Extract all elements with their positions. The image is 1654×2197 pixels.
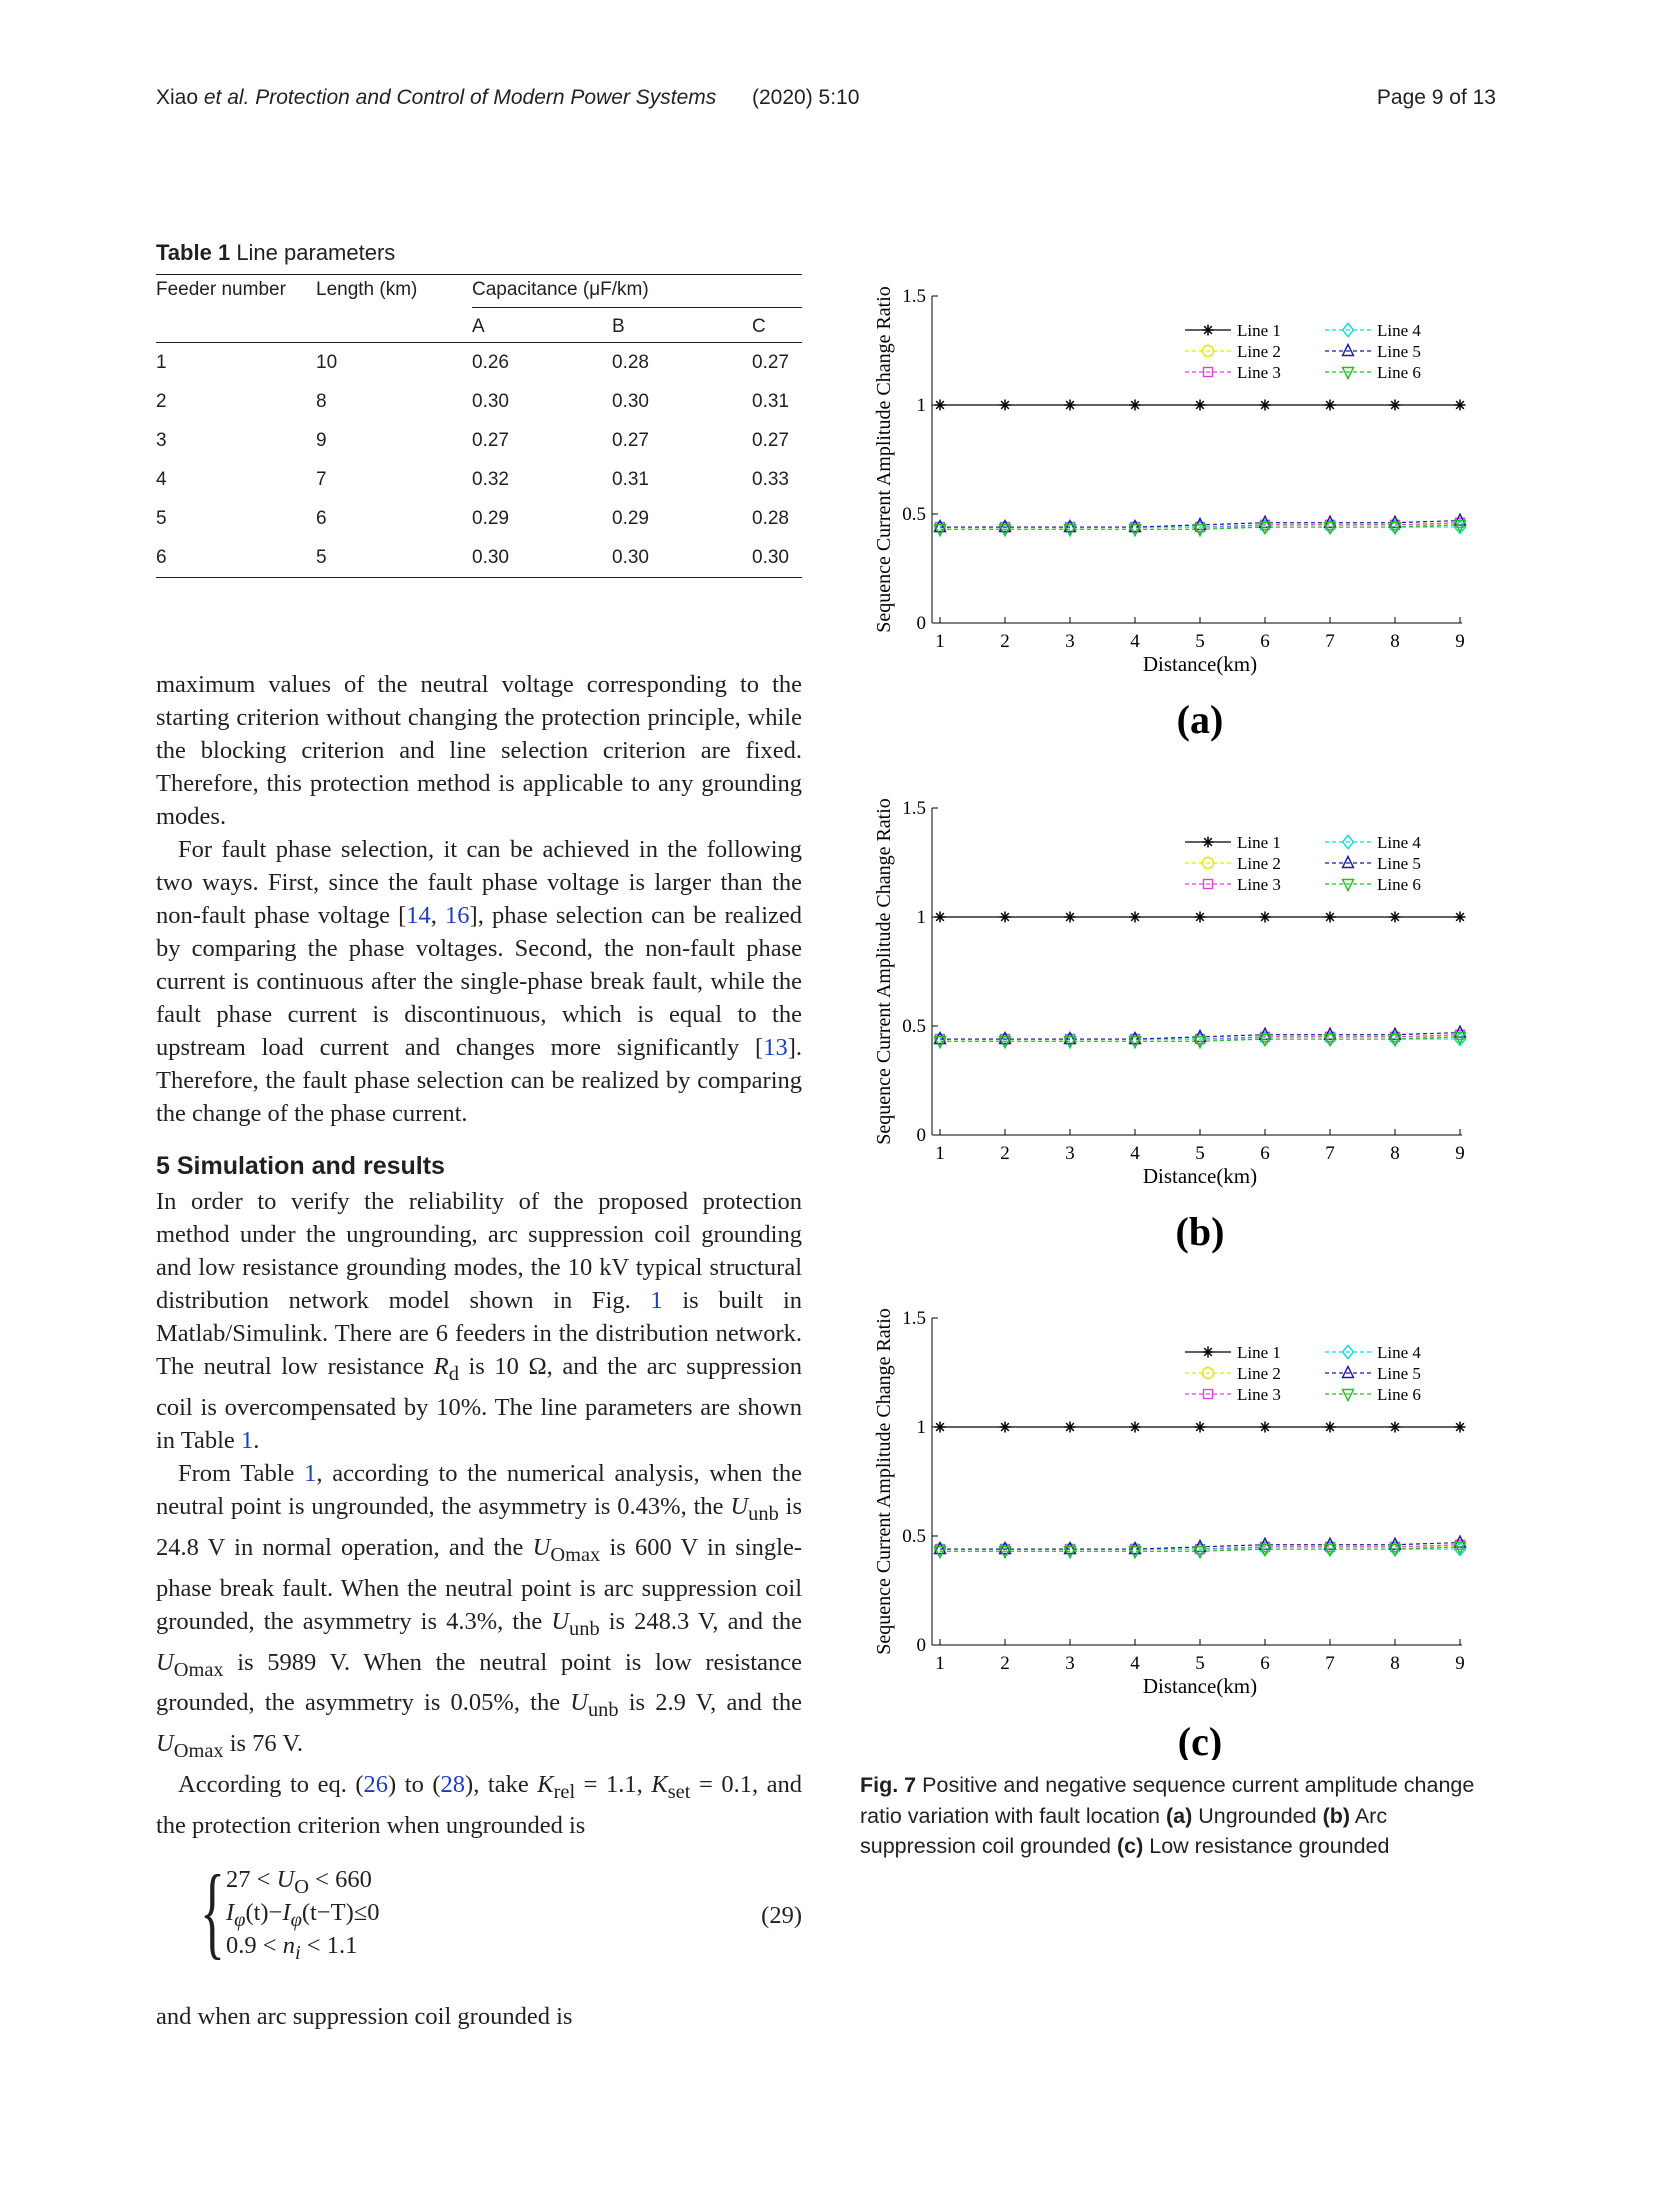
x-tick-label: 9 [1455,1143,1465,1164]
table-cell: 1 [156,351,167,373]
text-run: is 10 Ω, and the arc suppression coil is overcompensated by 10%. The line parameters are shown in Table [156,1353,802,1454]
equation-line-3 [226,1932,357,1965]
header-etal: et al. [203,86,250,109]
data-point [1390,912,1401,923]
x-tick-label: 7 [1325,1653,1335,1674]
legend-marker [1343,1367,1354,1378]
series-line-1 [935,1422,1466,1433]
table-cell: 3 [156,429,167,451]
text-run: According to eq. ( [178,1771,364,1799]
legend-label: Line 2 [1237,1364,1281,1383]
header-authors: Xiao [156,86,199,109]
data-point [1065,400,1076,411]
legend-label: Line 2 [1237,342,1281,361]
table-cell: 0.26 [472,351,509,373]
table-cell: 5 [316,546,327,568]
data-point [935,400,946,411]
data-point [1260,1422,1271,1433]
x-tick-label: 3 [1065,1653,1075,1674]
paragraph: and when arc suppression coil grounded is [156,2003,573,2030]
text-run: is built in Matlab/Simulink. There are 6 feeders in the distribution network. The neutral low resistance [156,1287,803,1380]
x-tick-label: 4 [1130,1653,1140,1674]
y-axis-label: Sequence Current Amplitude Change Ratio [873,798,895,1145]
math-symbol: K [537,1771,554,1799]
x-tick-label: 3 [1065,1143,1075,1164]
table-cell: 9 [316,429,327,451]
figure-subcaption: Ungrounded [1198,1803,1317,1828]
y-tick-label: 1.5 [902,798,926,819]
header-phase-b: B [612,316,625,337]
data-point [1260,400,1271,411]
table-link[interactable]: 1 [304,1459,317,1487]
math-symbol: U [730,1492,749,1520]
text-run: ) to ( [388,1771,441,1799]
equation-line-2 [226,1899,380,1932]
table-cell: 0.32 [472,468,509,490]
data-point [935,912,946,923]
data-point [1065,912,1076,923]
legend-marker [1343,880,1354,891]
math-subscript: φ [234,1908,246,1931]
table-cell: 0.28 [612,351,649,373]
text-run: From Table [178,1459,305,1487]
data-point [1130,1422,1141,1433]
x-tick-label: 5 [1195,1143,1205,1164]
table-cell: 10 [316,351,338,373]
table-cell: 4 [156,468,167,490]
math-text: (t−T)≤0 [301,1899,380,1926]
y-tick-label: 1 [916,395,926,416]
citation-link[interactable]: 13 [763,1034,788,1061]
y-tick-label: 1.5 [902,1308,926,1329]
legend-marker [1203,1347,1214,1358]
y-tick-label: 1 [916,907,926,928]
x-tick-label: 5 [1195,631,1205,652]
y-tick-label: 1.5 [902,286,926,307]
data-point [1195,1422,1206,1433]
table-cell: 0.28 [752,507,789,529]
text-run: = 0.1, and the protection criterion when ungrounded is [156,1771,803,1840]
math-subscript: set [667,1781,691,1804]
legend-marker [1343,857,1354,868]
figure-subcaption: Arc suppression coil grounded [860,1803,1388,1858]
text-run: is 2.9 V, and the [618,1689,802,1717]
legend [1185,833,1421,894]
table-cell: 0.29 [472,507,509,529]
table-row [156,343,802,383]
y-tick-label: 0 [916,1125,926,1146]
math-subscript: Omax [173,1740,224,1763]
panel-label: (b) [1175,1209,1225,1254]
data-point [1260,912,1271,923]
data-point [1325,912,1336,923]
math-subscript: O [294,1875,310,1898]
header-capacitance: Capacitance (μF/km) [472,275,802,308]
header-citation [156,86,716,110]
legend-label: Line 3 [1237,875,1281,894]
figure-link[interactable]: 1 [650,1287,663,1314]
text-run: ]. Therefore, the fault phase selection can be realized by comparing the change of the phase current. [156,1034,802,1127]
text-run: For fault phase selection, it can be achieved in the following two ways. First, since the fault phase voltage is larger than the non-fault phase voltage [ [156,836,802,929]
table-cell: 0.27 [752,351,789,373]
x-tick-label: 1 [935,1653,945,1674]
y-tick-label: 0 [916,613,926,634]
figure-label: Fig. 7 [860,1773,917,1797]
table-row [156,499,802,538]
data-point [1455,912,1466,923]
legend-label: Line 5 [1377,854,1421,873]
x-tick-label: 6 [1260,1143,1270,1164]
paragraph [156,833,802,1130]
chart-svg [860,258,1500,758]
x-tick-label: 5 [1195,1653,1205,1674]
math-subscript: Omax [550,1543,601,1566]
math-symbol: U [551,1607,570,1635]
paragraph [156,1768,802,1842]
math-subscript: unb [587,1699,619,1722]
table-cell: 0.30 [472,546,509,568]
chart-panel-b [860,770,1500,1270]
text-run: , [430,902,446,929]
table-1 [156,240,802,578]
paragraph: maximum values of the neutral voltage corresponding to the starting criterion without changing the protection principle, while the blocking criterion and line selection criterion are fixed. Therefore, this protection method is applicable to any grounding modes. [156,671,802,830]
x-axis-label: Distance(km) [1142,1164,1258,1188]
series-line-1 [935,912,1466,923]
text-run: . [253,1426,260,1454]
text-run: is 5989 V. When the neutral point is low resistance grounded, the asymmetry is 0.05%, the [156,1648,802,1717]
math-symbol: I [282,1899,291,1926]
equation-number: (29) [761,1902,802,1929]
legend-label: Line 1 [1237,321,1281,340]
data-point [1325,400,1336,411]
table-cell: 0.30 [752,546,789,568]
x-tick-label: 1 [935,631,945,652]
legend [1185,1343,1421,1404]
table-cell: 0.27 [752,429,789,451]
data-point [1065,1422,1076,1433]
table-cell: 6 [156,546,167,568]
table-cell: 0.33 [752,468,789,490]
text-run: ), take [465,1771,538,1799]
x-tick-label: 8 [1390,631,1400,652]
math-subscript: φ [290,1908,302,1931]
data-point [1000,1422,1011,1433]
header-phase-c: C [752,316,766,337]
running-header [156,86,1496,116]
header-year: (2020) 5:10 [752,86,860,109]
table-cell: 0.29 [612,507,649,529]
header-phase-a: A [472,316,485,337]
math-subscript: d [448,1362,459,1385]
legend-label: Line 2 [1237,854,1281,873]
x-tick-label: 9 [1455,1653,1465,1674]
text-run: is 76 V. [223,1730,304,1758]
table-cell: 7 [316,468,327,490]
chart-panel-a [860,258,1500,758]
x-tick-label: 2 [1000,1653,1010,1674]
citation-link[interactable]: 16 [445,902,470,929]
math-text: < 1.1 [300,1932,358,1959]
table-link[interactable]: 1 [240,1426,254,1454]
x-axis-label: Distance(km) [1142,652,1258,676]
x-tick-label: 1 [935,1143,945,1164]
math-subscript: i [294,1941,301,1964]
math-symbol: U [570,1689,588,1717]
data-point [1455,1422,1466,1433]
legend [1185,321,1421,382]
legend-marker [1343,1390,1354,1401]
math-symbol: U [156,1648,174,1676]
figure-caption-text: Positive and negative sequence current amplitude change ratio variation with fault location [860,1773,1475,1828]
math-symbol: n [282,1932,295,1959]
y-tick-label: 0.5 [902,1526,926,1547]
equation-29 [200,1854,802,1976]
header-feeder-number: Feeder number [156,279,286,300]
table-cell: 0.27 [612,429,649,451]
legend-marker [1203,325,1214,336]
math-symbol: U [156,1730,174,1758]
header-page-number: Page 9 of 13 [1376,86,1496,109]
data-point [1195,912,1206,923]
text-run: is 24.8 V in normal operation, and the [156,1492,803,1561]
x-tick-label: 8 [1390,1653,1400,1674]
table-cell: 0.30 [612,546,649,568]
table-cell: 0.30 [612,390,649,412]
x-tick-label: 7 [1325,631,1335,652]
text-run: In order to verify the reliability of the proposed protection method under the ungrounding, arc suppression coil grounding and low resistance grounding modes, the 10 kV typical structural distribution network model shown in Fig. [156,1188,802,1314]
data-point [935,1422,946,1433]
table-cell: 0.31 [752,390,789,412]
table-cell: 2 [156,390,167,412]
math-text: < 660 [309,1866,372,1893]
data-point [1130,912,1141,923]
text-run: is 248.3 V, and the [599,1607,802,1635]
math-symbol: I [226,1899,235,1926]
equation-link[interactable]: 26 [363,1771,389,1799]
legend-marker [1343,368,1354,379]
paragraph [156,1185,802,1457]
math-symbol: K [651,1771,668,1799]
legend-label: Line 4 [1377,833,1421,852]
table-row [156,460,802,499]
math-text: 0.9 < [226,1932,283,1959]
table-cell: 0.27 [472,429,509,451]
x-tick-label: 8 [1390,1143,1400,1164]
legend-label: Line 1 [1237,1343,1281,1362]
equation-line-1 [226,1866,372,1899]
math-symbol: U [276,1866,295,1893]
x-tick-label: 9 [1455,631,1465,652]
x-tick-label: 7 [1325,1143,1335,1164]
x-tick-label: 6 [1260,631,1270,652]
data-point [1000,912,1011,923]
y-tick-label: 0 [916,1635,926,1656]
chart-panel-c [860,1280,1500,1760]
legend-label: Line 6 [1377,875,1421,894]
line-parameters-table [156,274,802,578]
citation-link[interactable]: 14 [406,902,431,929]
equation-link[interactable]: 28 [440,1771,466,1799]
legend-label: Line 3 [1237,363,1281,382]
x-tick-label: 2 [1000,631,1010,652]
chart-svg [860,1280,1500,1760]
x-tick-label: 3 [1065,631,1075,652]
math-subscript: Omax [173,1658,224,1681]
panel-label: (a) [1176,697,1224,742]
legend-label: Line 5 [1377,1364,1421,1383]
y-axis-label: Sequence Current Amplitude Change Ratio [873,1308,895,1655]
text-run: , according to the numerical analysis, when the neutral point is ungrounded, the asymmetry is 0.43%, the [156,1459,802,1520]
equation-brace: { [200,1854,225,1969]
table-title: Line parameters [236,240,396,265]
panel-label: (c) [1177,1719,1223,1760]
math-subscript: unb [569,1617,600,1640]
data-point [1325,1422,1336,1433]
y-tick-label: 1 [916,1417,926,1438]
legend-label: Line 4 [1377,1343,1421,1362]
math-text: (t)− [245,1899,283,1926]
data-point [1455,400,1466,411]
table-cell: 0.31 [612,468,649,490]
data-point [1390,400,1401,411]
table-cell: 8 [316,390,327,412]
legend-label: Line 5 [1377,342,1421,361]
legend-marker [1203,837,1214,848]
series-line-1 [935,400,1466,411]
figure-sublabel: (b) [1322,1803,1351,1828]
legend-label: Line 3 [1237,1385,1281,1404]
data-point [1130,400,1141,411]
section-heading: 5 Simulation and results [156,1152,445,1180]
figure-sublabel: (c) [1116,1834,1144,1858]
y-tick-label: 0.5 [902,1016,926,1037]
data-point [1390,1422,1401,1433]
data-point [1000,400,1011,411]
table-cell: 5 [156,507,167,529]
text-run: = 1.1, [575,1771,652,1799]
table-cell: 6 [316,507,327,529]
body-text [156,668,802,1842]
math-subscript: unb [748,1502,779,1525]
y-tick-label: 0.5 [902,504,926,525]
math-symbol: R [433,1353,449,1380]
x-tick-label: 4 [1130,1143,1140,1164]
data-point [1195,400,1206,411]
y-axis-label: Sequence Current Amplitude Change Ratio [873,286,895,633]
chart-svg [860,770,1500,1270]
header-journal: Protection and Control of Modern Power Systems [255,86,717,109]
x-tick-label: 6 [1260,1653,1270,1674]
legend-label: Line 1 [1237,833,1281,852]
math-subscript: rel [553,1781,576,1804]
math-symbol: U [532,1533,551,1561]
header-length: Length (km) [316,279,418,300]
figure-caption [860,1770,1500,1862]
legend-marker [1343,345,1354,356]
x-tick-label: 4 [1130,631,1140,652]
math-text: 27 < [226,1866,277,1893]
legend-label: Line 4 [1377,321,1421,340]
figure-sublabel: (a) [1165,1803,1193,1828]
figure-subcaption: Low resistance grounded [1149,1834,1390,1858]
x-axis-label: Distance(km) [1142,1674,1258,1698]
text-run: ], phase selection can be realized by comparing the phase voltages. Second, the non-fault phase current is continuous after the single-phase break fault, while the fault phase current is discontinuous, which is equal to the upstream load current and changes more significantly [ [156,902,802,1061]
table-row [156,421,802,460]
table-row [156,538,802,578]
table-label: Table 1 [156,240,231,265]
legend-label: Line 6 [1377,363,1421,382]
legend-label: Line 6 [1377,1385,1421,1404]
x-tick-label: 2 [1000,1143,1010,1164]
paragraph [156,1457,802,1768]
table-caption [156,240,802,266]
table-cell: 0.30 [472,390,509,412]
table-row [156,382,802,421]
text-run: is 600 V in single-phase break fault. When the neutral point is arc suppression coil grounded, the asymmetry is 4.3%, the [156,1533,802,1635]
